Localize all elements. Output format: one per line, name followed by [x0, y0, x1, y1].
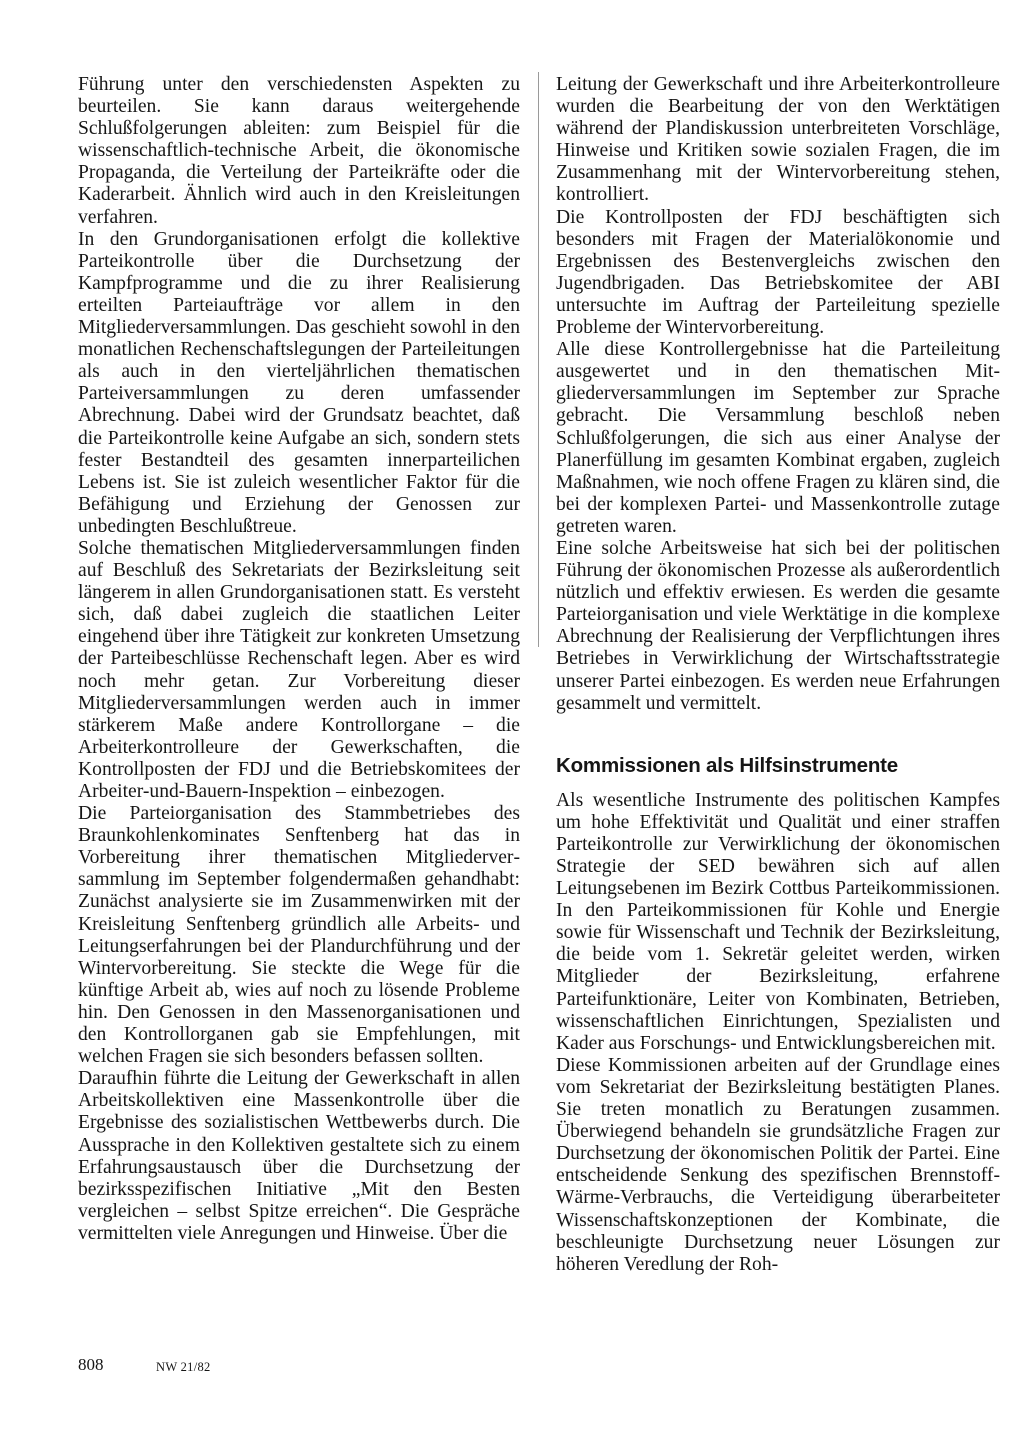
- left-column: [78, 74, 520, 1245]
- paragraph: Führung unter den verschiedensten Aspekten zu beurteilen. Sie kann daraus weitergehende Schlußfolgerungen ableiten: zum Beispiel für die wissenschaftlich-technische Arbeit, die ökonomische Propaganda, die Verteilung der Parteikräfte oder die Kaderarbeit. Ähnlich wird auch in den Kreisleitungen verfahren.: [78, 74, 520, 228]
- paragraph: Diese Kommissionen arbeiten auf der Grundlage eines vom Sekretariat der Bezirksleitung bestätigten Planes. Sie treten monatlich zu Beratungen zusammen. Überwiegend behandeln sie grundsätzliche Fragen zur Durchsetzung der ökonomischen Politik der Partei. Eine entscheidende Senkung des spezifischen Brennstoff-Wärme-Verbrauchs, die Verteidigung überarbeiteter Wissenschaftskonzeptionen der Kombinate, die beschleunigte Durchsetzung neuer Lösungen zur höheren Veredlung der Roh-: [556, 1054, 1000, 1275]
- paragraph: Eine solche Arbeitsweise hat sich bei der politischen Führung der ökonomischen Prozesse als außerordentlich nützlich und effektiv erwiesen. Es werden die gesamte Parteiorganisation und viele Werktätige in die komplexe Abrechnung der Realisierung der Verpflichtungen ihres Betriebes in Verwirklichung der Wirtschaftsstrategie unserer Partei einbezogen. Es werden neue Erfahrungen gesammelt und vermittelt.: [556, 537, 1000, 714]
- right-column: [556, 74, 1000, 1276]
- paragraph: Die Kontrollposten der FDJ beschäftigten sich besonders mit Fragen der Materialökonomie und Ergebnissen des Bestenvergleichs zwischen den Jugendbrigaden. Das Betriebskomitee der ABI untersuchte im Auftrag der Parteileitung spezielle Probleme der Wintervorbereitung.: [556, 206, 1000, 339]
- paragraph: Die Parteiorganisation des Stammbetriebes des Braunkohlenkominates Senftenberg hat das in Vorbereitung ihrer thematischen Mitgliederversammlung im September folgendermaßen gehandhabt: Zunächst analysierte sie im Zusammenwirken mit der Kreisleitung Senftenberg gründlich alle Arbeits- und Leitungserfahrungen bei der Plandurchführung und der Wintervorbereitung. Sie steckte die Wege für die künftige Arbeit ab, wies auf noch zu lösende Probleme hin. Den Genossen in den Massenorganisationen und den Kontrollorganen gab sie Empfehlungen, mit welchen Fragen sie sich besonders befassen sollten.: [78, 803, 520, 1068]
- paragraph: Leitung der Gewerkschaft und ihre Arbeiterkontrolleure wurden die Bearbeitung der von den Werktätigen während der Plandiskussion unterbreiteten Vorschläge, Hinweise und Kritiken sowie sozialen Fragen, die im Zusammenhang mit der Wintervorbereitung stehen, kontrolliert.: [556, 74, 1000, 206]
- paragraph: In den Grundorganisationen erfolgt die kollektive Parteikontrolle über die Durchsetzung der Kampfprogramme und die zu ihrer Realisierung erteilten Parteiaufträge vor allem in den Mitgliederversammlungen. Das geschieht sowohl in den monatlichen Rechenschaftslegungen der Parteileitungen als auch in den vierteljährlichen thematischen Parteiversammlungen zu deren umfassender Abrechnung. Dabei wird der Grundsatz beachtet, daß die Parteikontrolle keine Aufgabe an sich, sondern stets fester Bestandteil des gesamten innerparteilichen Lebens ist. Sie ist zuleich wesentlicher Faktor für die Befähigung und Erziehung der Genossen zur unbedingten Beschlußtreue.: [78, 228, 520, 537]
- paragraph: Daraufhin führte die Leitung der Gewerkschaft in allen Arbeitskollektiven eine Massenkontrolle über die Ergebnisse des sozialistischen Wettbewerbs durch. Die Aussprache in den Kollektiven gestaltete sich zu einem Erfahrungsaustausch über die Durchsetzung der bezirksspezifischen Initiative „Mit den Besten vergleichen – selbst Spitze erreichen“. Die Gespräche vermittelten viele Anregungen und Hinweise. Über die: [78, 1068, 520, 1244]
- page-number: 808: [78, 1355, 104, 1374]
- column-divider: [538, 72, 539, 647]
- paragraph: Als wesentliche Instrumente des politischen Kampfes um hohe Effektivität und Qualität und einer straffen Parteikontrolle zur Verwirklichung der ökonomischen Strategie der SED bewähren sich auf allen Leitungsebenen im Bezirk Cottbus Parteikommissionen. In den Parteikommissionen für Kohle und Energie sowie für Wissenschaft und Technik der Bezirksleitung, die beide vom 1. Sekretär geleitet werden, wirken Mitglieder der Bezirksleitung, erfahrene Parteifunktionäre, Leiter von Kombinaten, Betrieben, wissenschaftlichen Einrichtungen, Spezialisten und Kader aus Forschungs- und Entwicklungsbereichen mit.: [556, 789, 1000, 1054]
- paragraph: Alle diese Kontrollergebnisse hat die Parteileitung ausgewertet und in den thematischen Mitgliederversammlungen im September zur Sprache gebracht. Die Versammlung beschloß neben Schlußfolgerungen, die sich aus einer Analyse der Planerfüllung im gesamten Kombinat ergaben, zugleich Maßnahmen, wie noch offene Fragen zu klären sind, die bei der komplexen Partei- und Massenkontrolle zutage getreten waren.: [556, 339, 1000, 537]
- section-heading: Kommissionen als Hilfsinstrumente: [556, 753, 898, 777]
- paragraph: Solche thematischen Mitgliederversammlungen finden auf Beschluß des Sekretariats der Bezirksleitung seit längerem in allen Grundorganisationen statt. Es versteht sich, daß dabei zugleich die staatlichen Leiter eingehend über ihre Tätigkeit zur konkreten Umsetzung der Parteibeschlüsse Rechenschaft legen. Aber es wird noch mehr getan. Zur Vorbereitung dieser Mitgliederversammlungen werden auch in immer stärkerem Maße andere Kontrollorgane – die Arbeiterkontrolleure der Gewerkschaften, die Kontrollposten der FDJ und die Betriebskomitees der Arbeiter-und-Bauern-Inspektion – einbezogen.: [78, 537, 520, 802]
- issue-label: NW 21/82: [156, 1360, 211, 1374]
